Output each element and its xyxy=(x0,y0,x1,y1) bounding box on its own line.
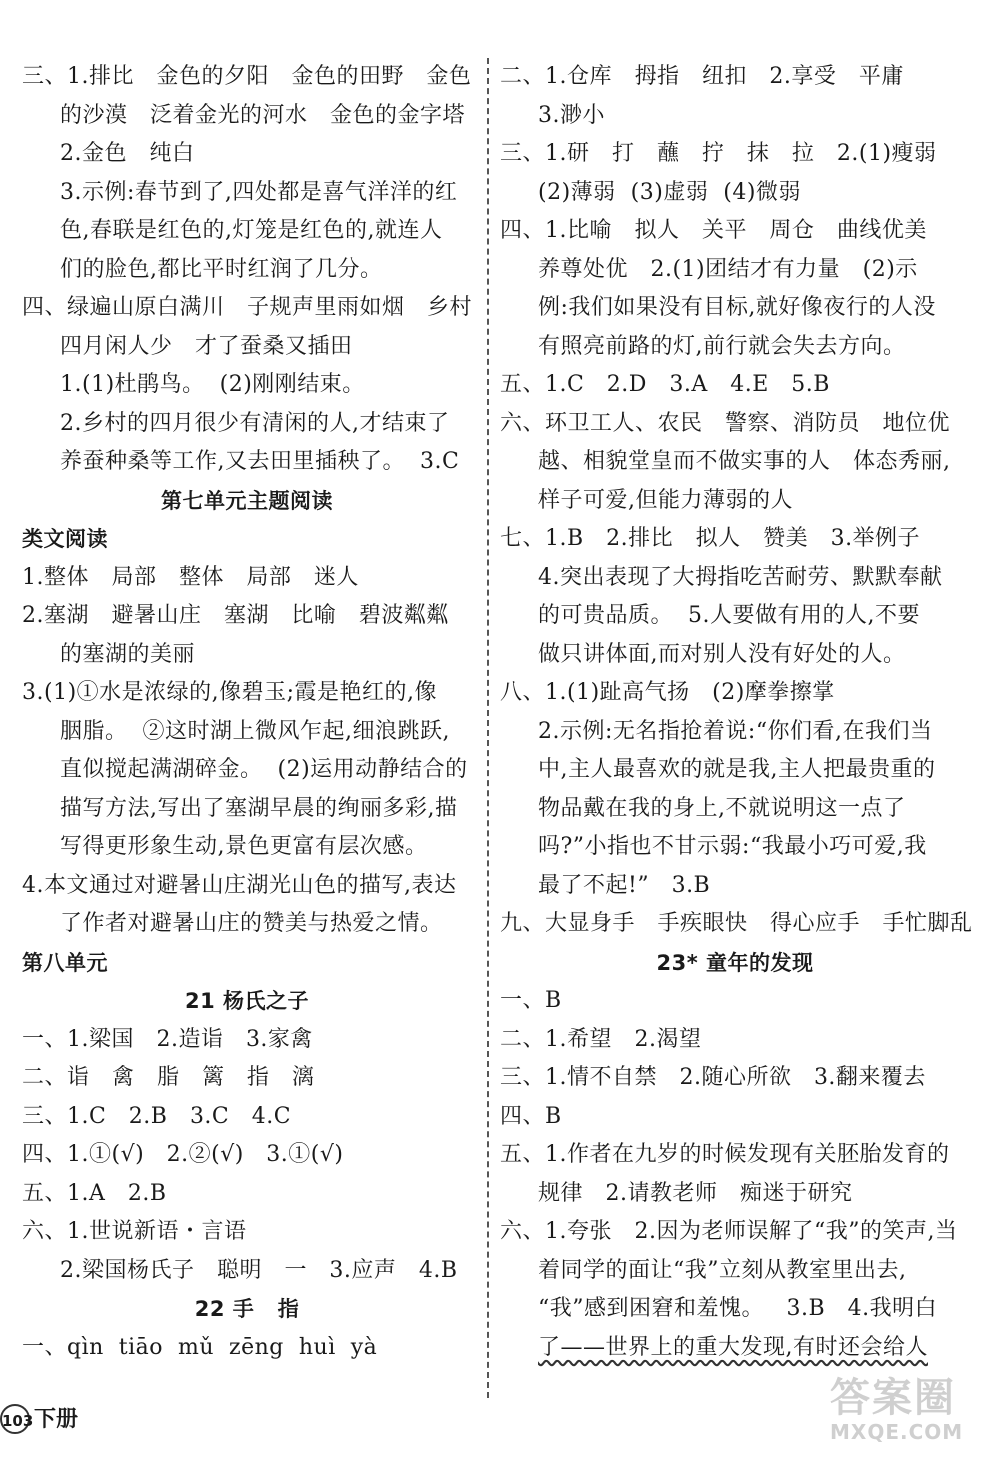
left-text-line: 六、1.世说新语・言语 xyxy=(22,1219,247,1244)
right-text-line: 七、1.B 2.排比 拟人 赞美 3.举例子 xyxy=(500,526,921,551)
page-number: 103 xyxy=(2,1412,34,1430)
right-text-line: 3.渺小 xyxy=(538,102,605,128)
right-text-line: 2.示例:无名指抢着说:“你们看,在我们当 xyxy=(538,718,933,744)
left-text-line: 三、1.排比 金色的夕阳 金色的田野 金色 xyxy=(22,64,472,89)
left-text-line: 们的脸色,都比平时红润了几分。 xyxy=(60,256,383,282)
left-text-line: 养蚕种桑等工作,又去田里插秧了。 3.C xyxy=(60,449,460,474)
watermark-text: 答案圈 xyxy=(830,1375,956,1421)
right-text-line: 23* 童年的发现 xyxy=(656,950,814,975)
left-text-line: 2.梁国杨氏子 聪明 一 3.应声 4.B xyxy=(60,1257,458,1283)
right-text-line: 一、B xyxy=(500,988,562,1013)
right-text-line: 有照亮前路的灯,前行就会失去方向。 xyxy=(538,333,906,359)
left-text-line: 类文阅读 xyxy=(22,527,108,551)
left-text-line: 五、1.A 2.B xyxy=(22,1180,167,1206)
right-text-line: 4.突出表现了大拇指吃苦耐劳、默默奉献 xyxy=(538,564,943,590)
left-text-line: 三、1.C 2.B 3.C 4.C xyxy=(22,1103,292,1129)
right-text-line: 三、1.情不自禁 2.随心所欲 3.翻来覆去 xyxy=(500,1065,926,1090)
left-text-line: 的塞湖的美丽 xyxy=(60,641,196,667)
page-number-badge xyxy=(0,1404,34,1434)
right-text-line: 例:我们如果没有目标,就好像夜行的人没 xyxy=(538,295,936,320)
left-text-line: 1.整体 局部 整体 局部 迷人 xyxy=(22,564,359,590)
left-text-line: 四月闲人少 才了蚕桑又插田 xyxy=(60,333,353,359)
left-text-line: 2.乡村的四月很少有清闲的人,才结束了 xyxy=(60,410,450,436)
left-text-line: 第八单元 xyxy=(22,950,108,975)
left-text-line: 了作者对避暑山庄的赞美与热爱之情。 xyxy=(60,911,443,936)
left-text-line: 描写方法,写出了塞湖早晨的绚丽多彩,描 xyxy=(60,795,458,821)
left-text-line: 4.本文通过对避暑山庄湖光山色的描写,表达 xyxy=(22,872,457,898)
right-text-line: (2)薄弱 (3)虚弱 (4)微弱 xyxy=(538,179,801,205)
column-divider xyxy=(487,58,489,1398)
right-text-line: 四、1.比喻 拟人 关平 周仓 曲线优美 xyxy=(500,218,927,243)
right-text-line: 九、大显身手 手疾眼快 得心应手 手忙脚乱 xyxy=(500,911,973,936)
right-text-line: 二、1.希望 2.渴望 xyxy=(500,1026,702,1052)
left-text-line: 2.塞湖 避暑山庄 塞湖 比喻 碧波粼粼 xyxy=(22,603,449,628)
left-text-line: 胭脂。 ②这时湖上微风乍起,细浪跳跃, xyxy=(60,718,450,744)
right-text-line: 了——世界上的重大发现,有时还会给人 xyxy=(538,1334,928,1360)
right-text-line: 吗?”小指也不甘示弱:“我最小巧可爱,我 xyxy=(538,834,927,859)
left-text-line: 的沙漠 泛着金光的河水 金色的金字塔 xyxy=(60,102,465,128)
left-column xyxy=(22,58,472,1367)
right-text-line: 四、B xyxy=(500,1103,562,1129)
left-text-line: 21 杨氏之子 xyxy=(184,989,310,1013)
right-text-line: 着同学的面让“我”立刻从教室里出去, xyxy=(538,1257,907,1283)
left-text-line: 色,春联是红色的,灯笼是红色的,就连人 xyxy=(60,218,443,243)
left-text-line: 3.(1)①水是浓绿的,像碧玉;霞是艳红的,像 xyxy=(22,680,438,705)
right-text-line: 中,主人最喜欢的就是我,主人把最贵重的 xyxy=(538,757,936,782)
left-text-line: 一、1.梁国 2.造诣 3.家禽 xyxy=(22,1026,313,1052)
right-column xyxy=(500,58,973,1367)
right-text-line: 物品戴在我的身上,不就说明这一点了 xyxy=(538,795,906,821)
left-text-line: 二、诣 禽 脂 篱 指 漓 xyxy=(22,1065,315,1090)
right-text-line: 三、1.研 打 蘸 拧 抹 拉 2.(1)瘦弱 xyxy=(500,141,937,166)
right-text-line: 五、1.C 2.D 3.A 4.E 5.B xyxy=(500,372,830,397)
right-text-line: 八、1.(1)趾高气扬 (2)摩拳擦掌 xyxy=(500,680,835,705)
right-text-line: “我”感到困窘和羞愧。 3.B 4.我明白 xyxy=(538,1296,938,1321)
right-text-line: 养尊处优 2.(1)团结才有力量 (2)示 xyxy=(538,256,918,282)
right-text-line: 的可贵品质。 5.人要做有用的人,不要 xyxy=(538,603,920,628)
right-text-line: 六、1.夸张 2.因为老师误解了“我”的笑声,当 xyxy=(500,1219,958,1244)
volume-label: 下册 xyxy=(34,1407,79,1432)
right-text-line: 做只讲体面,而对别人没有好处的人。 xyxy=(538,641,906,667)
left-text-line: 22 手 指 xyxy=(194,1297,300,1321)
left-text-line: 写得更形象生动,景色更富有层次感。 xyxy=(60,834,428,859)
left-text-line: 2.金色 纯白 xyxy=(60,141,195,166)
watermark-logo xyxy=(830,1376,980,1456)
right-text-line: 六、环卫工人、农民 警察、消防员 地位优 xyxy=(500,410,950,436)
left-text-line: 一、qìn tiāo mǔ zēng huì yà xyxy=(22,1334,378,1360)
left-text-line: 四、1.①(√) 2.②(√) 3.①(√) xyxy=(22,1142,344,1167)
right-text-line: 五、1.作者在九岁的时候发现有关胚胎发育的 xyxy=(500,1142,950,1167)
right-text-line: 越、相貌堂皇而不做实事的人 体态秀丽, xyxy=(538,449,951,474)
right-text-line: 二、1.仓库 拇指 纽扣 2.享受 平庸 xyxy=(500,64,904,89)
left-text-line: 3.示例:春节到了,四处都是喜气洋洋的红 xyxy=(60,179,458,205)
left-text-line: 四、绿遍山原白满川 子规声里雨如烟 乡村 xyxy=(22,295,472,320)
left-text-line: 直似搅起满湖碎金。 (2)运用动静结合的 xyxy=(60,757,468,782)
right-text-line: 最了不起!” 3.B xyxy=(538,872,711,898)
right-text-line: 规律 2.请教老师 痴迷于研究 xyxy=(538,1180,853,1206)
right-text-line: 样子可爱,但能力薄弱的人 xyxy=(538,487,793,513)
watermark-url: MXQE.COM xyxy=(830,1420,964,1444)
left-text-line: 1.(1)杜鹃鸟。 (2)刚刚结束。 xyxy=(60,372,365,397)
left-text-line: 第七单元主题阅读 xyxy=(161,488,333,513)
